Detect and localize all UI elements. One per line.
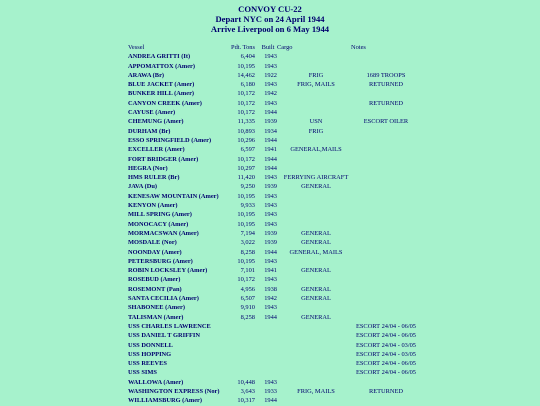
table-row (128, 238, 421, 247)
column-header-built: Built (261, 44, 275, 51)
cell-tons: 6,404 (240, 53, 255, 61)
cell-vessel: MOSDALE (Nor) (128, 239, 177, 247)
table-row (128, 145, 421, 154)
cell-tons: 6,597 (240, 146, 255, 154)
table-row (128, 71, 421, 80)
cell-vessel: KENESAW MOUNTAIN (Amer) (128, 192, 219, 200)
cell-cargo: GENERAL (301, 295, 331, 303)
cell-cargo: FERRYING AIRCRAFT (283, 174, 349, 182)
cell-built: 1944 (264, 397, 277, 405)
column-header-tons: Pdt. Tons (231, 44, 255, 51)
cell-built: 1941 (264, 267, 277, 275)
cell-notes (351, 238, 421, 247)
cell-tons (228, 350, 255, 359)
cell-notes: ESCORT 24/04 - 06/05 (355, 369, 417, 377)
cell-built: 1944 (264, 164, 277, 172)
table-row (128, 322, 421, 331)
convoy-title: CONVOY CU-22 (238, 4, 302, 14)
table-row (128, 164, 421, 173)
table-row (128, 117, 421, 126)
table-row (128, 396, 421, 405)
table-row (128, 136, 421, 145)
cell-notes (351, 210, 421, 219)
cell-built: 1943 (264, 378, 277, 386)
cell-built: 1943 (264, 53, 277, 61)
table-header-row (128, 43, 421, 52)
cell-cargo (277, 52, 351, 61)
cell-notes (351, 108, 421, 117)
table-row (128, 62, 421, 71)
cell-tons: 11,335 (237, 118, 255, 126)
cell-built: 1943 (264, 62, 277, 70)
table-row (128, 378, 421, 387)
table-row (128, 89, 421, 98)
cell-built: 1942 (264, 295, 277, 303)
cell-vessel: ARAWA (Br) (128, 71, 165, 79)
cell-cargo (277, 322, 351, 331)
cell-built: 1943 (264, 220, 277, 228)
vessel-table (128, 43, 421, 406)
cell-vessel: MORMACSWAN (Amer) (128, 229, 199, 237)
cell-vessel: USS REEVES (128, 360, 167, 368)
cell-notes: ESCORT 24/04 - 03/05 (355, 350, 417, 358)
cell-built: 1939 (264, 118, 277, 126)
cell-cargo (277, 155, 351, 164)
table-row (128, 350, 421, 359)
cell-built: 1944 (264, 313, 277, 321)
cell-tons: 10,172 (237, 99, 255, 107)
cell-cargo (277, 378, 351, 387)
cell-notes: RETURNED (368, 81, 404, 89)
cell-built: 1943 (264, 211, 277, 219)
cell-notes (351, 62, 421, 71)
cell-vessel: CHEMUNG (Amer) (128, 118, 184, 126)
cell-vessel: BLUE JACKET (Amer) (128, 81, 195, 89)
cell-built: 1934 (264, 127, 277, 135)
cell-notes (351, 201, 421, 210)
cell-tons: 10,195 (237, 62, 255, 70)
cell-tons: 10,172 (237, 276, 255, 284)
cell-built (255, 368, 277, 377)
cell-cargo (277, 164, 351, 173)
table-row (128, 80, 421, 89)
cell-cargo: USN (309, 118, 323, 126)
cell-vessel: APPOMATTOX (Amer) (128, 62, 196, 70)
cell-built: 1943 (264, 304, 277, 312)
cell-cargo (277, 192, 351, 201)
cell-vessel: USS DONNELL (128, 341, 173, 349)
cell-tons: 3,643 (240, 387, 255, 395)
cell-notes (351, 396, 421, 405)
cell-vessel: JAVA (Du) (128, 183, 158, 191)
table-row (128, 192, 421, 201)
cell-cargo: GENERAL (301, 267, 331, 275)
cell-cargo: GENERAL, MAILS (289, 248, 343, 256)
table-row (128, 266, 421, 275)
cell-tons: 3,022 (240, 239, 255, 247)
cell-vessel: ROSEMONT (Pan) (128, 285, 182, 293)
cell-tons: 9,910 (240, 304, 255, 312)
cell-cargo (277, 275, 351, 284)
cell-vessel: SANTA CECILIA (Amer) (128, 295, 199, 303)
cell-vessel: CANYON CREEK (Amer) (128, 99, 202, 107)
cell-notes (351, 378, 421, 387)
table-row (128, 313, 421, 322)
cell-notes: ESCORT 24/04 - 06/05 (355, 360, 417, 368)
table-row (128, 229, 421, 238)
cell-notes (351, 127, 421, 136)
cell-built: 1944 (264, 248, 277, 256)
column-header-vessel: Vessel (128, 44, 145, 51)
cell-cargo (277, 201, 351, 210)
cell-cargo (277, 257, 351, 266)
table-row (128, 201, 421, 210)
cell-vessel: WASHINGTON EXPRESS (Nor) (128, 387, 220, 395)
cell-cargo (277, 350, 351, 359)
table-row (128, 108, 421, 117)
cell-cargo (277, 303, 351, 312)
cell-built: 1944 (264, 155, 277, 163)
cell-notes: ESCORT 24/04 - 06/05 (355, 332, 417, 340)
convoy-header (0, 4, 540, 34)
cell-notes: ESCORT OILER (363, 118, 409, 126)
cell-built: 1942 (264, 90, 277, 98)
table-row (128, 368, 421, 377)
cell-vessel: WILLIAMSBURG (Amer) (128, 397, 203, 405)
table-row (128, 257, 421, 266)
cell-built (255, 322, 277, 331)
cell-notes (351, 192, 421, 201)
cell-notes (351, 285, 421, 294)
cell-notes (351, 182, 421, 191)
cell-built: 1943 (264, 99, 277, 107)
cell-vessel: KENYON (Amer) (128, 202, 178, 210)
cell-built: 1943 (264, 202, 277, 210)
cell-built: 1938 (264, 285, 277, 293)
cell-notes: ESCORT 24/04 - 06/05 (355, 322, 417, 330)
cell-vessel: ROBIN LOCKSLEY (Amer) (128, 267, 208, 275)
cell-tons: 10,296 (237, 136, 255, 144)
cell-notes (351, 266, 421, 275)
cell-vessel: FORT BRIDGER (Amer) (128, 155, 199, 163)
table-row (128, 220, 421, 229)
cell-tons: 7,101 (240, 267, 255, 275)
cell-cargo (277, 99, 351, 108)
cell-notes (351, 89, 421, 98)
cell-notes (351, 313, 421, 322)
table-row (128, 155, 421, 164)
cell-cargo (277, 108, 351, 117)
cell-cargo: GENERAL,MAILS (290, 146, 342, 154)
cell-cargo: GENERAL (301, 313, 331, 321)
cell-built (255, 331, 277, 340)
cell-notes (351, 145, 421, 154)
cell-built: 1943 (264, 276, 277, 284)
cell-notes (351, 164, 421, 173)
cell-vessel: NOONDAY (Amer) (128, 248, 182, 256)
cell-cargo (277, 359, 351, 368)
cell-vessel: ROSEBUD (Amer) (128, 276, 181, 284)
table-row (128, 341, 421, 350)
cell-notes: ESCORT 24/04 - 03/05 (355, 341, 417, 349)
cell-vessel: SHABONEE (Amer) (128, 304, 185, 312)
column-header-notes: Notes (351, 44, 366, 51)
cell-vessel: BUNKER HILL (Amer) (128, 90, 195, 98)
cell-vessel: ESSO SPRINGFIELD (Amer) (128, 136, 212, 144)
cell-notes (351, 155, 421, 164)
cell-vessel: HEGRA (Nor) (128, 164, 168, 172)
cell-tons (228, 322, 255, 331)
cell-tons (228, 368, 255, 377)
cell-built (255, 350, 277, 359)
table-row (128, 182, 421, 191)
table-row (128, 248, 421, 257)
cell-cargo: GENERAL (301, 285, 331, 293)
cell-vessel: MONOCACY (Amer) (128, 220, 189, 228)
cell-notes (351, 294, 421, 303)
cell-notes: RETURNED (368, 387, 404, 395)
cell-tons: 10,172 (237, 155, 255, 163)
table-row (128, 173, 421, 182)
cell-vessel: WALLOWA (Amer) (128, 378, 184, 386)
cell-vessel: TALISMAN (Amer) (128, 313, 184, 321)
cell-cargo: GENERAL (301, 229, 331, 237)
cell-notes (351, 275, 421, 284)
cell-built: 1943 (264, 257, 277, 265)
cell-tons: 6,180 (240, 81, 255, 89)
cell-built: 1944 (264, 136, 277, 144)
cell-tons: 10,172 (237, 90, 255, 98)
table-row (128, 294, 421, 303)
cell-vessel: EXCELLER (Amer) (128, 146, 185, 154)
table-row (128, 127, 421, 136)
table-row (128, 275, 421, 284)
cell-tons: 8,258 (240, 248, 255, 256)
cell-cargo (277, 62, 351, 71)
table-row (128, 387, 421, 396)
cell-built: 1943 (264, 174, 277, 182)
cell-built: 1939 (264, 239, 277, 247)
cell-vessel: USS SIMS (128, 369, 157, 377)
cell-vessel: HMS RULER (Br) (128, 174, 180, 182)
cell-built: 1933 (264, 387, 277, 395)
cell-cargo: FRIG (308, 71, 324, 79)
cell-tons: 10,195 (237, 220, 255, 228)
cell-vessel: ANDREA GRITTI (It) (128, 53, 191, 61)
column-header-cargo: Cargo (277, 44, 293, 51)
cell-tons: 7,194 (240, 229, 255, 237)
cell-tons: 10,172 (237, 109, 255, 117)
cell-notes (351, 173, 421, 182)
cell-cargo (277, 341, 351, 350)
cell-built (255, 359, 277, 368)
cell-tons: 10,195 (237, 211, 255, 219)
cell-built: 1943 (264, 192, 277, 200)
cell-tons: 10,317 (237, 397, 255, 405)
cell-built: 1922 (264, 71, 277, 79)
cell-cargo (277, 136, 351, 145)
cell-tons: 6,507 (240, 295, 255, 303)
cell-built: 1939 (264, 229, 277, 237)
cell-built: 1941 (264, 146, 277, 154)
cell-tons: 10,195 (237, 257, 255, 265)
table-body (128, 52, 421, 405)
cell-tons (228, 341, 255, 350)
cell-tons: 10,195 (237, 192, 255, 200)
cell-notes (351, 136, 421, 145)
cell-vessel: PETERSBURG (Amer) (128, 257, 193, 265)
cell-cargo: FRIG, MAILS (297, 387, 335, 395)
cell-notes (351, 52, 421, 61)
cell-vessel: USS DANIEL T GRIFFIN (128, 332, 201, 340)
cell-notes: 1689 TROOPS (366, 71, 406, 79)
cell-cargo (277, 368, 351, 377)
cell-tons: 14,462 (237, 71, 255, 79)
cell-tons: 4,956 (240, 285, 255, 293)
cell-cargo: FRIG, MAILS (297, 81, 335, 89)
cell-notes (351, 220, 421, 229)
cell-cargo: FRIG (308, 127, 324, 135)
arrival-line: Arrive Liverpool on 6 May 1944 (210, 24, 330, 34)
cell-tons (228, 331, 255, 340)
cell-tons: 10,448 (237, 378, 255, 386)
cell-cargo: GENERAL (301, 183, 331, 191)
cell-notes (351, 303, 421, 312)
cell-cargo: GENERAL (301, 239, 331, 247)
cell-cargo (277, 220, 351, 229)
cell-notes (351, 248, 421, 257)
cell-vessel: CAYUSE (Amer) (128, 109, 176, 117)
cell-tons: 9,250 (240, 183, 255, 191)
cell-notes (351, 257, 421, 266)
cell-tons: 11,420 (237, 174, 255, 182)
cell-cargo (277, 331, 351, 340)
cell-tons: 10,893 (237, 127, 255, 135)
cell-cargo (277, 210, 351, 219)
table-row (128, 99, 421, 108)
table-row (128, 303, 421, 312)
cell-vessel: USS HOPPING (128, 350, 172, 358)
departure-line: Depart NYC on 24 April 1944 (215, 14, 325, 24)
cell-notes (351, 229, 421, 238)
table-row (128, 331, 421, 340)
cell-built: 1944 (264, 109, 277, 117)
cell-tons (228, 359, 255, 368)
cell-built: 1943 (264, 81, 277, 89)
cell-cargo (277, 89, 351, 98)
cell-cargo (277, 396, 351, 405)
table-row (128, 359, 421, 368)
cell-vessel: DURHAM (Br) (128, 127, 171, 135)
cell-tons: 10,297 (237, 164, 255, 172)
cell-vessel: MILL SPRING (Amer) (128, 211, 192, 219)
cell-tons: 9,933 (240, 202, 255, 210)
table-row (128, 210, 421, 219)
cell-vessel: USS CHARLES LAWRENCE (128, 322, 211, 330)
table-row (128, 52, 421, 61)
cell-built (255, 341, 277, 350)
cell-built: 1939 (264, 183, 277, 191)
table-row (128, 285, 421, 294)
cell-notes: RETURNED (368, 99, 404, 107)
cell-tons: 8,258 (240, 313, 255, 321)
